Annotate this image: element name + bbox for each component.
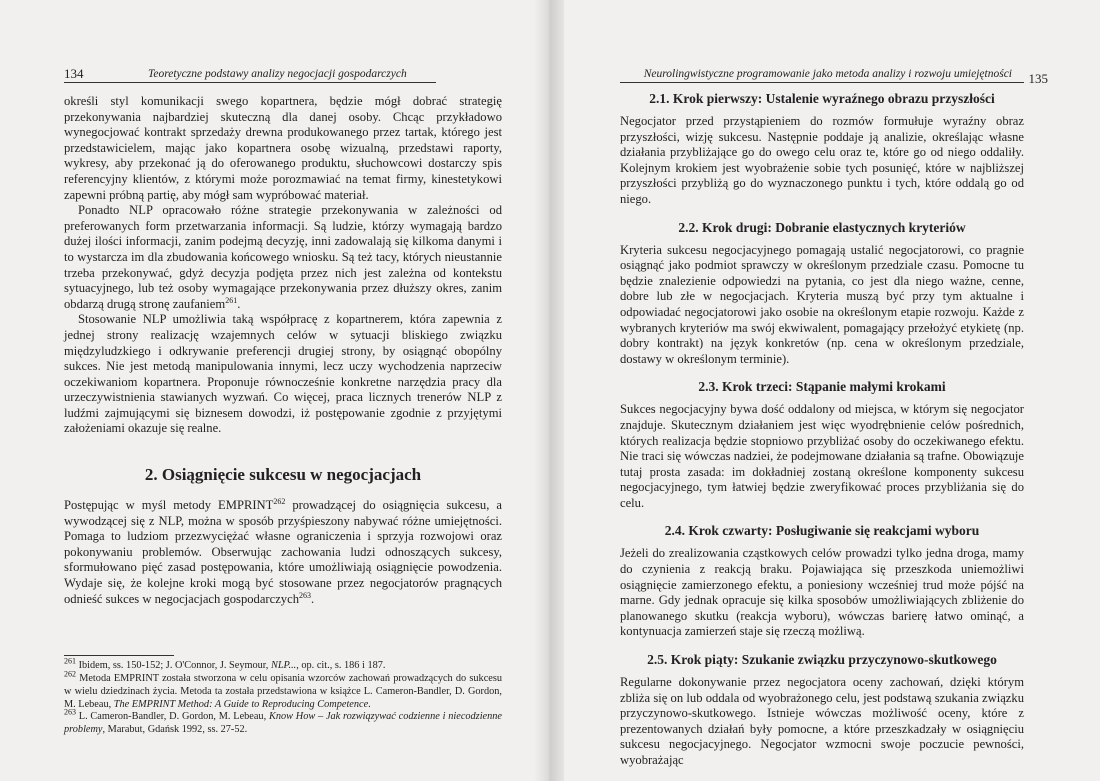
paragraph-text: Postępując w myśl metody EMPRINT [64, 498, 274, 513]
paragraph-text: prowadzącej do osiągnięcia sukcesu, a wywodzącej się z NLP, można w sposób przyśpieszony nabywać różne umiejętności. Pomaga to ludziom przezwyciężać własne ograniczenia i sprzyja rozwojowi oraz pokonywaniu problemów. Obserwując zachowania ludzi odnoszących sukcesy, sformułowano pięć zasad postępowania, które umożliwiają osiągnięcie powodzenia. Wydaje się, że kolejne kroki mogą być stosowane przez negocjatorów pragnących odnieść sukces w negocjacjach gospodarczych [64, 498, 502, 606]
right-page [564, 0, 1100, 781]
right-running-head: Neurolingwistyczne programowanie jako metoda analizy i rozwoju umiejętności [643, 68, 1012, 80]
footnote-text: L. Cameron-Bandler, D. Gordon, M. Lebeau, [76, 711, 269, 723]
paragraph-text: Ponadto NLP opracowało różne strategie przekonywania w zależności od preferowanych form przetwarzania informacji. Są ludzie, którzy wymagają bardzo dużej ilości informacji, zanim podejmą decyzję, inni zadowalają się kilkoma danymi i to wystarcza im dla zbudowania końcowego wniosku. Są też tacy, których nieustannie trzeba przekonywać, gdyż decyzja podjęta przez nich jest zależna od kontekstu sytuacyjnego, lub też osoby wymagające przekonywania przez dłuższy okres, zanim obdarzą drugą stronę zaufaniem [64, 203, 502, 311]
right-page-body [620, 91, 1024, 769]
right-page-header [620, 66, 1048, 86]
section-heading-2-2: 2.2. Krok drugi: Dobranie elastycznych kryteriów [678, 219, 966, 235]
footnote-text: Metoda EMPRINT została stworzona w celu opisania wzorców zachowań prowadzących do sukcesu w wielu dziedzinach życia. Metoda ta została przedstawiona w książce L. Cameron-Bandler, D. Gordon, M. Lebeau, [64, 673, 502, 710]
footnote-262 [64, 669, 502, 711]
footnote-italic: The EMPRINT Method: A Guide to Reproducing Competence [113, 698, 369, 710]
section-heading-2-5: 2.5. Krok piąty: Szukanie związku przyczynowo-skutkowego [647, 652, 997, 668]
left-page [0, 0, 534, 781]
footnote-number: 261 [64, 656, 76, 666]
footnote-ref-263: 263 [299, 590, 311, 600]
footnote-text: Ibidem, ss. 150-152; J. O'Connor, J. Seymour, [76, 660, 271, 672]
footnote-text: , Marabut, Gdańsk 1992, ss. 27-52. [102, 724, 248, 736]
section-paragraph: Jeżeli do zrealizowania cząstkowych celów prowadzi tylko jedna droga, mamy do czynienia z reakcją braku. Pojawiająca się przeszkoda uniemożliwi osiągnięcie zamierzonego efektu, a poniesiony wcześniej trud może pójść na marne. Gdy jednak opracuje się kilka sposobów umożliwiających zbliżenie do planowanego skutku (reakcja wyboru), wówczas barierę łatwo ominąć, a kontynuacja zamierzeń staje się rzeczą możliwą. [620, 546, 1024, 639]
paragraph: określi styl komunikacji swego kopartnera, będzie mógł dobrać strategię przekonywania najbardziej skuteczną dla danej osoby. Chcąc przykładowo wynegocjować kontrakt sprzedaży drewna produkowanego przez tartak, którego jest przedstawicielem, mając jako kopartnera osobę wizualną, przedstawi raporty, wykresy, aby przekonać ją do oferowanego produktu, słuchowcowi dostarczy spis referencyjny klientów, z którymi może porozmawiać na temat firmy, kinestetykowi zapewni próbną partię, aby mógł sam wypróbować materiał. [64, 94, 502, 202]
footnote-ref-261: 261 [225, 295, 238, 305]
right-page-number: 135 [1028, 71, 1048, 86]
left-running-head: Teoretyczne podstawy analizy negocjacji gospodarczych [148, 68, 407, 80]
section-heading-2-4: 2.4. Krok czwarty: Posługiwanie się reakcjami wyboru [664, 523, 980, 539]
footnote-divider [64, 655, 174, 656]
section-paragraph: Negocjator przed przystąpieniem do rozmów formułuje wyraźny obraz przyszłości, wizję sukcesu. Następnie poddaje ją analizie, określając własne działania przybliżające go do owego celu oraz te, które go od niego oddaliły. Kolejnym krokiem jest wyobrażenie sobie tych posunięć, które w najbliższej przyszłości przybliżą go do wyznaczonego punktu i tych, które oddalą go od niego. [620, 114, 1024, 206]
footnote-263 [64, 707, 502, 737]
footnote-italic: Know How – Jak rozwiązywać codzienne i niecodzienne problemy [64, 711, 502, 736]
paragraph: Ponadto NLP opracowało różne strategie przekonywania w zależności od preferowanych form przetwarzania informacji. Są ludzie, którzy wymagają bardzo dużej ilości informacji, zanim podejmą decyzję, inni zadowalają się kilkoma danymi i to wystarcza im dla zbudowania końcowego wniosku. Są też tacy, których nieustannie trzeba przekonywać, gdyż decyzja podjęta przez nich jest zależna od kontekstu sytuacyjnego, lub też osoby wymagające przekonywania przez dłuższy okres, zanim obdarzą drugą stronę zaufaniem$^{261}$. [64, 203, 502, 311]
book-gutter [534, 0, 564, 781]
footnote-ref-262: 262 [273, 496, 286, 506]
footnote-text: , op. cit., s. 186 i 187. [296, 660, 386, 672]
left-page-header [64, 66, 436, 83]
footnote-261 [64, 656, 502, 673]
footnote-italic: NLP... [270, 660, 297, 672]
chapter-paragraph: Postępując w myśl metody EMPRINT$^{262}$ prowadzącej do osiągnięcia sukcesu, a wywodzącej się z NLP, można w sposób przyśpieszony nabywać różne umiejętności. Pomaga to ludziom przezwyciężać własne ograniczenia i sprzyja rozwojowi oraz pokonywaniu problemów. Obserwując zachowania ludzi odnoszących sukcesy, sformułowano pięć zasad postępowania, które umożliwiają osiągnięcie powodzenia. Wydaje się, że kolejne kroki mogą być stosowane przez negocjatorów pragnących odnieść sukces w negocjacjach gospodarczych$^{263}$. [64, 496, 502, 606]
chapter-title: 2. Osiągnięcie sukcesu w negocjacjach [144, 465, 422, 485]
section-paragraph: Sukces negocjacyjny bywa dość oddalony od miejsca, w którym się negocjator znajduje. Skutecznym działaniem jest więc wyodrębnienie celów pośrednich, których realizacja będzie stopniowo przybliżać osoby do oczekiwanego efektu. Nie traci się wówczas nadziei, że podejmowane działania są trafne. Obowiązuje tutaj prosta zasada: im dokładniej zostaną określone komponenty sukcesu negocjacyjnego, tym łatwiej będzie zweryfikować proces przybliżania się do celu. [620, 402, 1024, 510]
paragraph: Stosowanie NLP umożliwia taką współpracę z kopartnerem, która zapewnia z jednej strony realizację wzajemnych celów w sytuacji bliskiego związku międzyludzkiego i odkrywanie preferencji drugiej strony, by osiągnąć obopólny sukces. Nie jest metodą manipulowania innymi, lecz uczy wychodzenia naprzeciw oczekiwaniom kopartnera. Proponuje równocześnie konkretne narzędzia pracy dla urzeczywistnienia stawianych wyzwań. Co więcej, praca licznych trenerów NLP z ludźmi zajmującymi się biznesem dowodzi, iż postępowanie zgodnie z przyjętymi założeniami okazuje się realne. [64, 312, 502, 436]
left-page-number: 134 [64, 66, 84, 81]
section-heading-2-1: 2.1. Krok pierwszy: Ustalenie wyraźnego obrazu przyszłości [649, 91, 995, 106]
footnote-number: 262 [64, 669, 76, 679]
footnote-text: . [368, 698, 371, 710]
footnote-number: 263 [64, 707, 76, 717]
section-paragraph: Kryteria sukcesu negocjacyjnego pomagają ustalić negocjatorowi, co pragnie osiągnąć jako podmiot sprawczy w określonym przedziale czasu. Pomocne tu będzie znalezienie odpowiedzi na pytania, co jest dla niego ważne, cenne, dobre lub złe w negocjacjach. Kryteria muszą być przy tym aktualne i odpowiadać negocjatorowi jako osobie na określonym etapie rozwoju. Każde z wybranych kryteriów ma swój ekwiwalent, pomagający przełożyć etykietę (np. dobry kontrakt) na język konkretów (np. cena w określonym przedziale, dostawy w określonym terminie). [620, 242, 1024, 366]
section-paragraph: Regularne dokonywanie przez negocjatora oceny zachowań, dzięki którym zbliża się on lub oddala od wyobrażonego celu, jest podstawą szukania związku przyczynowo-skutkowego. Istnieje wówczas możliwość oceny, które z prezentowanych działań były pomocne, a które przeszkadzały w osiągnięciu sukcesu negocjacyjnego. Negocjator wzmocni swoje poczucie pewności, wyobrażając [620, 675, 1024, 767]
left-page-body [64, 94, 502, 737]
section-heading-2-3: 2.3. Krok trzeci: Stąpanie małymi krokami [698, 379, 946, 395]
